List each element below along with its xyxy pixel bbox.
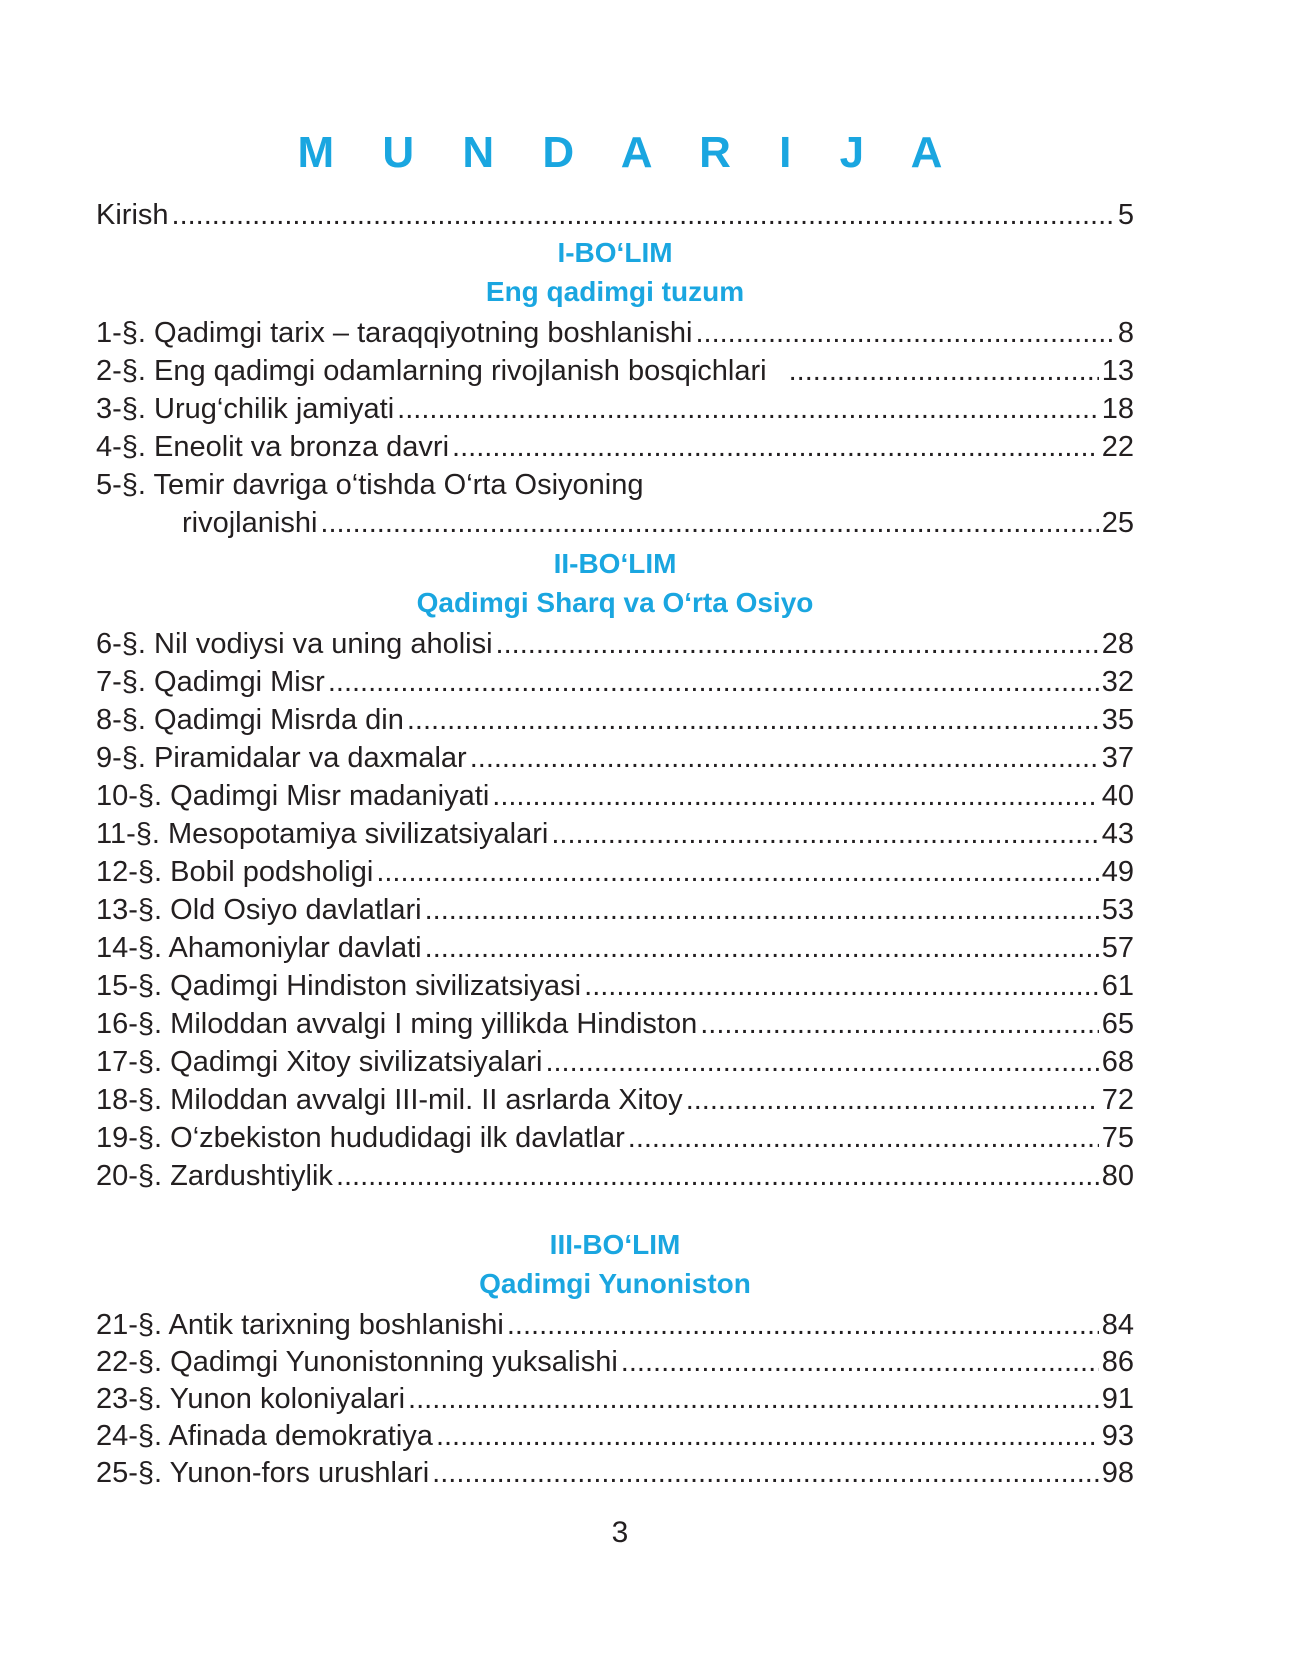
dot-leader (376, 853, 1098, 891)
toc-intro (96, 196, 1134, 234)
dot-leader (407, 701, 1099, 739)
entry-label: 6-§. Nil vodiysi va uning aholisi (96, 628, 493, 660)
dot-leader (695, 314, 1114, 352)
section-3 (96, 1225, 1134, 1492)
entry-page: 93 (1101, 1420, 1134, 1452)
toc-entry[interactable] (96, 1081, 1134, 1119)
entry-page: 61 (1101, 970, 1134, 1002)
dot-leader (397, 390, 1099, 428)
entry-page: 68 (1101, 1046, 1134, 1078)
entry-label: 25-§. Yunon-fors urushlari (96, 1457, 430, 1489)
toc-entry[interactable] (96, 314, 1134, 352)
entry-label: 19-§. O‘zbekiston hududidagi ilk davlatlar (96, 1122, 625, 1154)
dot-leader (700, 1005, 1098, 1043)
dot-leader (336, 1157, 1099, 1195)
entry-label: 22-§. Qadimgi Yunonistonning yuksalishi (96, 1346, 618, 1378)
toc-entry[interactable] (96, 1381, 1134, 1418)
toc-entry[interactable] (96, 1157, 1134, 1195)
entry-page: 86 (1101, 1346, 1134, 1378)
entry-page: 13 (1101, 355, 1134, 387)
entry-page: 91 (1101, 1383, 1134, 1415)
entry-label: 15-§. Qadimgi Hindiston sivilizatsiyasi (96, 970, 582, 1002)
entry-page: 84 (1101, 1309, 1134, 1341)
entry-label[interactable]: 5-§. Temir davriga o‘tishda O‘rta Osiyoning (96, 469, 644, 501)
entry-label: 11-§. Mesopotamiya sivilizatsiyalari (96, 818, 549, 850)
section-heading: II-BO‘LIM (553, 548, 677, 579)
dot-leader (452, 428, 1099, 466)
entry-label: 16-§. Miloddan avvalgi I ming yillikda Hindiston (96, 1008, 698, 1040)
dot-leader (425, 929, 1099, 967)
toc-entry[interactable] (96, 625, 1134, 663)
entry-label: 9-§. Piramidalar va daxmalar (96, 742, 467, 774)
entry-page: 8 (1117, 317, 1134, 349)
entry-page: 49 (1101, 856, 1134, 888)
entry-label: 17-§. Qadimgi Xitoy sivilizatsiyalari (96, 1046, 543, 1078)
dot-leader (789, 352, 1099, 390)
page-number: 3 (611, 1516, 629, 1549)
toc-entry[interactable] (96, 504, 1134, 542)
section-heading: III-BO‘LIM (549, 1229, 681, 1260)
toc-entry[interactable] (96, 815, 1134, 853)
entry-label: 12-§. Bobil podsholigi (96, 856, 374, 888)
dot-leader (584, 967, 1099, 1005)
dot-leader (621, 1344, 1099, 1381)
section-1 (96, 233, 1134, 542)
entry-label-continuation: rivojlanishi (182, 507, 318, 539)
dot-leader (436, 1418, 1099, 1455)
entry-page: 32 (1101, 666, 1134, 698)
dot-leader (432, 1455, 1099, 1492)
entry-page: 35 (1101, 704, 1134, 736)
toc-entry[interactable] (96, 739, 1134, 777)
toc-entry[interactable] (96, 701, 1134, 739)
toc-entry[interactable] (96, 352, 1134, 390)
entry-page: 18 (1101, 393, 1134, 425)
toc-entry[interactable] (96, 1119, 1134, 1157)
toc-entry[interactable] (96, 929, 1134, 967)
entry-label: 24-§. Afinada demokratiya (96, 1420, 433, 1452)
section-2 (96, 544, 1134, 1195)
page-title: M U N D A R I J A (297, 128, 961, 177)
toc-entry[interactable] (96, 853, 1134, 891)
dot-leader (496, 625, 1099, 663)
entry-page: 75 (1101, 1122, 1134, 1154)
dot-leader (408, 1381, 1099, 1418)
toc-entry[interactable] (96, 1307, 1134, 1344)
entry-page: 5 (1117, 199, 1134, 231)
entry-label: 14-§. Ahamoniylar davlati (96, 932, 422, 964)
entry-label: 3-§. Urug‘chilik jamiyati (96, 393, 395, 425)
entry-page: 25 (1101, 507, 1134, 539)
entry-page: 57 (1101, 932, 1134, 964)
section-subtitle: Eng qadimgi tuzum (485, 276, 745, 307)
dot-leader (492, 777, 1098, 815)
toc-entry[interactable] (96, 1455, 1134, 1492)
toc-entry[interactable] (96, 1344, 1134, 1381)
entry-label: 18-§. Miloddan avvalgi III-mil. II asrlarda Xitoy (96, 1084, 683, 1116)
entry-label: 2-§. Eng qadimgi odamlarning rivojlanish bosqichlari (96, 355, 767, 387)
entry-page: 53 (1101, 894, 1134, 926)
toc-entry[interactable] (96, 1005, 1134, 1043)
entry-page: 80 (1101, 1160, 1134, 1192)
entry-label: 4-§. Eneolit va bronza davri (96, 431, 450, 463)
entry-label: Kirish (96, 199, 169, 231)
entry-page: 72 (1101, 1084, 1134, 1116)
entry-label: 8-§. Qadimgi Misrda din (96, 704, 404, 736)
dot-leader (551, 815, 1098, 853)
toc-entry[interactable] (96, 428, 1134, 466)
entry-page: 22 (1101, 431, 1134, 463)
dot-leader (628, 1119, 1099, 1157)
dot-leader (507, 1307, 1099, 1344)
dot-leader (328, 663, 1099, 701)
entry-page: 98 (1101, 1457, 1134, 1489)
entry-label: 10-§. Qadimgi Misr madaniyati (96, 780, 490, 812)
toc-entry[interactable] (96, 967, 1134, 1005)
toc-entry[interactable] (96, 390, 1134, 428)
entry-page: 43 (1101, 818, 1134, 850)
entry-label: 20-§. Zardushtiylik (96, 1160, 333, 1192)
entry-page: 65 (1101, 1008, 1134, 1040)
entry-label: 1-§. Qadimgi tarix – taraqqiyotning boshlanishi (96, 317, 693, 349)
entry-page: 28 (1101, 628, 1134, 660)
toc-entry[interactable] (96, 663, 1134, 701)
section-heading: I-BO‘LIM (557, 237, 673, 268)
section-subtitle: Qadimgi Yunoniston (479, 1268, 751, 1299)
section-subtitle: Qadimgi Sharq va O‘rta Osiyo (416, 587, 814, 618)
dot-leader (686, 1081, 1099, 1119)
toc-entry[interactable] (96, 196, 1134, 234)
dot-leader (425, 891, 1099, 929)
entry-label: 7-§. Qadimgi Misr (96, 666, 325, 698)
entry-page: 40 (1101, 780, 1134, 812)
entry-label: 21-§. Antik tarixning boshlanishi (96, 1309, 504, 1341)
entry-label: 13-§. Old Osiyo davlatlari (96, 894, 422, 926)
dot-leader (320, 504, 1098, 542)
dot-leader (172, 196, 1115, 234)
dot-leader (470, 739, 1099, 777)
toc-entry[interactable] (96, 1418, 1134, 1455)
dot-leader (545, 1043, 1098, 1081)
toc-entry[interactable] (96, 891, 1134, 929)
entry-label: 23-§. Yunon koloniyalari (96, 1383, 406, 1415)
entry-page: 37 (1101, 742, 1134, 774)
toc-entry[interactable] (96, 1043, 1134, 1081)
toc-entry[interactable] (96, 777, 1134, 815)
